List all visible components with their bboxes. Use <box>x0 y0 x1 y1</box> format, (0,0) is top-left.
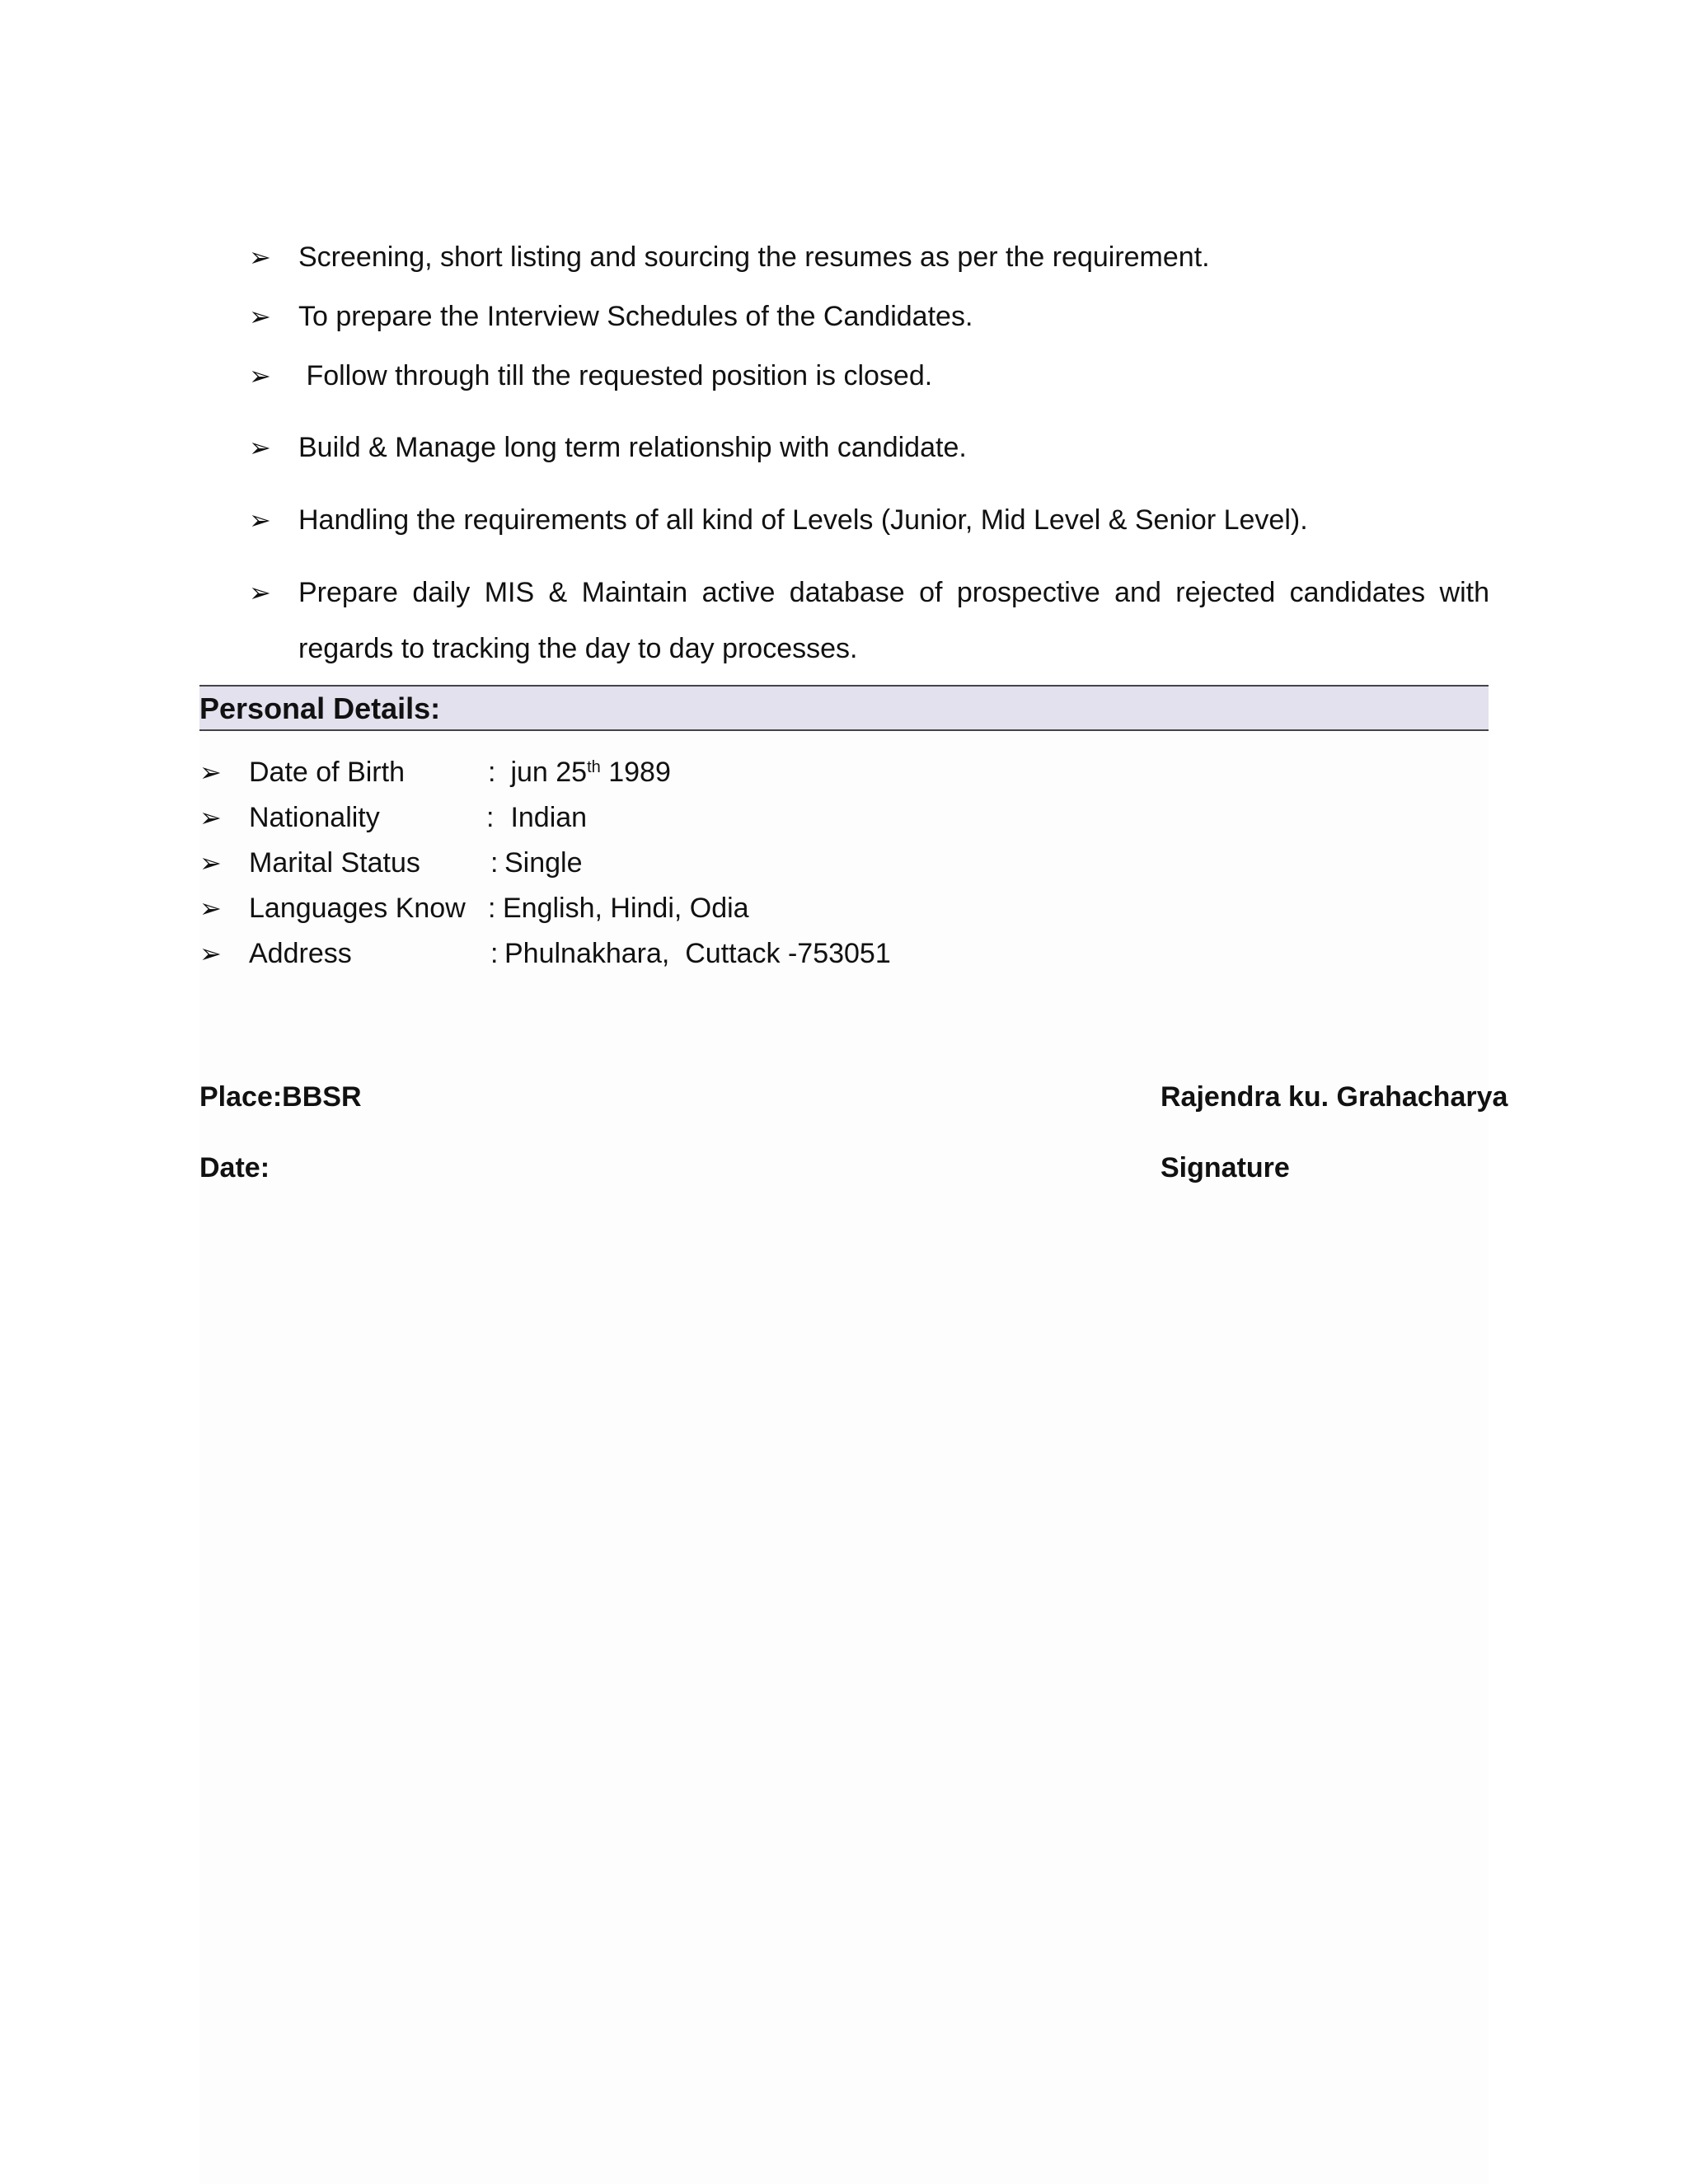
list-item <box>249 419 1489 476</box>
detail-label: Marital Status <box>249 847 420 879</box>
signatory-name: Rajendra ku. Grahacharya <box>1160 1081 1508 1113</box>
list-item <box>249 565 1489 677</box>
dob-suffix: th <box>587 758 601 776</box>
dob-year: 1989 <box>600 757 671 788</box>
duty-text: Screening, short listing and sourcing the resumes as per the requirement. <box>298 241 1210 273</box>
duty-text: Handling the requirements of all kind of Levels (Junior, Mid Level & Senior Level). <box>298 504 1308 536</box>
detail-colon: : <box>488 893 496 924</box>
detail-label: Date of Birth <box>249 757 405 788</box>
list-item <box>249 492 1489 548</box>
duty-text: To prepare the Interview Schedules of the Candidates. <box>298 301 973 332</box>
detail-label: Languages Know <box>249 893 466 924</box>
signature-label: Signature <box>1160 1152 1290 1183</box>
detail-colon: : <box>490 847 499 879</box>
arrow-bullet-icon: ➢ <box>249 302 271 331</box>
section-title: Personal Details: <box>199 691 441 725</box>
list-item <box>249 348 1489 404</box>
arrow-bullet-icon: ➢ <box>249 505 271 535</box>
arrow-bullet-icon: ➢ <box>249 242 271 272</box>
arrow-bullet-icon: ➢ <box>199 757 222 787</box>
duty-text: Follow through till the requested position is closed. <box>298 360 933 391</box>
place-text: Place:BBSR <box>199 1081 362 1113</box>
detail-label: Nationality <box>249 802 380 833</box>
duty-text: Prepare daily MIS & Maintain active database of prospective and rejected candidates with regards to tracking the day to day processes. <box>298 577 1489 664</box>
detail-label: Address <box>249 938 352 969</box>
detail-colon: : <box>490 938 499 969</box>
arrow-bullet-icon: ➢ <box>199 893 222 923</box>
dob-day: jun 25 <box>503 757 588 788</box>
detail-value: English, Hindi, Odia <box>503 893 749 924</box>
arrow-bullet-icon: ➢ <box>249 433 271 462</box>
date-text: Date: <box>199 1152 270 1183</box>
arrow-bullet-icon: ➢ <box>199 803 222 832</box>
detail-value: Indian <box>503 802 588 833</box>
personal-details-header <box>199 685 1489 731</box>
detail-value: Single <box>504 847 583 879</box>
detail-colon: : <box>486 802 495 833</box>
list-item <box>249 288 1489 344</box>
list-item <box>249 229 1489 285</box>
arrow-bullet-icon: ➢ <box>249 578 271 607</box>
duty-text: Build & Manage long term relationship with candidate. <box>298 432 967 463</box>
detail-value: Phulnakhara, Cuttack -753051 <box>504 938 891 969</box>
detail-value <box>503 750 671 795</box>
detail-colon: : <box>488 757 496 788</box>
arrow-bullet-icon: ➢ <box>199 848 222 878</box>
arrow-bullet-icon: ➢ <box>199 939 222 968</box>
arrow-bullet-icon: ➢ <box>249 361 271 391</box>
